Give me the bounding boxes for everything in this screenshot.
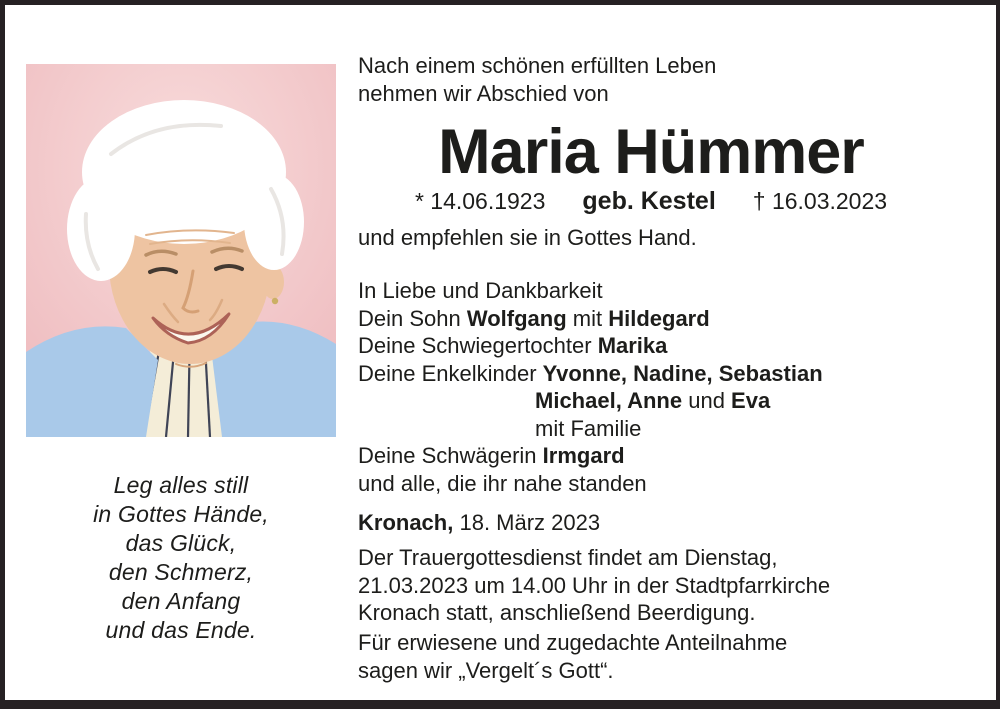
service-line: Kronach statt, anschließend Beerdigung. (358, 600, 756, 625)
relation-text: und (682, 388, 732, 413)
notice-content (5, 5, 996, 700)
mourner-line-grandchildren-2 (358, 387, 823, 415)
service-line: Der Trauergottesdienst findet am Dienstag, (358, 545, 778, 570)
mourner-line-daughter-in-law (358, 332, 823, 360)
mourner-line-sister-in-law (358, 442, 823, 470)
mourner-line-with-family: mit Familie (535, 415, 642, 441)
thanks-line: sagen wir „Vergelt´s Gott“. (358, 657, 614, 683)
mourner-name: Marika (597, 333, 668, 358)
poem-line: Leg alles still (113, 472, 249, 498)
memorial-poem (26, 471, 336, 645)
poem-line: den Anfang (121, 588, 241, 614)
condolence-heading: In Liebe und Dankbarkeit (358, 278, 603, 303)
death-date: † 16.03.2023 (752, 188, 888, 214)
relation-text: Deine Enkelkinder (358, 360, 543, 386)
mourner-name: Hildegard (608, 305, 710, 331)
notice-date: 18. März 2023 (453, 510, 601, 535)
mourner-name: Wolfgang (466, 305, 567, 331)
intro-line: Nach einem schönen erfüllten Leben (358, 53, 717, 78)
birth-date: * 14.06.1923 (414, 188, 546, 214)
service-line: 21.03.2023 um 14.00 Uhr in der Stadtpfarrkirche (358, 572, 831, 598)
relation-text: Dein Sohn (358, 305, 467, 331)
poem-line: den Schmerz, (108, 559, 254, 585)
life-dates (358, 188, 944, 216)
left-shoulder (26, 326, 158, 437)
mourner-name: Yvonne, Nadine, Sebastian (542, 360, 823, 386)
mourner-name: Irmgard (542, 443, 625, 468)
poem-line: das Glück, (125, 530, 237, 556)
mourner-name: Eva (731, 388, 771, 413)
funeral-service-info (358, 544, 830, 627)
relation-text: Deine Schwiegertochter (358, 333, 598, 358)
poem-line: in Gottes Hände, (93, 501, 269, 527)
mourners-list (358, 277, 823, 497)
relation-text: mit (566, 305, 609, 331)
portrait-photo (26, 64, 336, 437)
earring (272, 298, 278, 304)
mourner-line-others: und alle, die ihr nahe standen (358, 470, 647, 496)
maiden-name: geb. Kestel (582, 187, 716, 215)
commendation-line: und empfehlen sie in Gottes Hand. (358, 225, 697, 250)
intro-line: nehmen wir Abschied von (358, 80, 609, 106)
intro-text (358, 52, 716, 107)
portrait-illustration (26, 64, 336, 437)
place-date-line (358, 509, 600, 537)
mourner-line-son (358, 305, 823, 333)
mourner-name: Michael, Anne (535, 388, 683, 413)
thanks-line: Für erwiesene und zugedachte Anteilnahme (358, 630, 788, 655)
thanks-note (358, 629, 787, 684)
place-name: Kronach, (358, 510, 454, 535)
mourner-line-grandchildren (358, 360, 823, 388)
poem-line: und das Ende. (105, 617, 257, 643)
deceased-name: Maria Hümmer (438, 117, 864, 187)
relation-text: Deine Schwägerin (358, 443, 543, 468)
